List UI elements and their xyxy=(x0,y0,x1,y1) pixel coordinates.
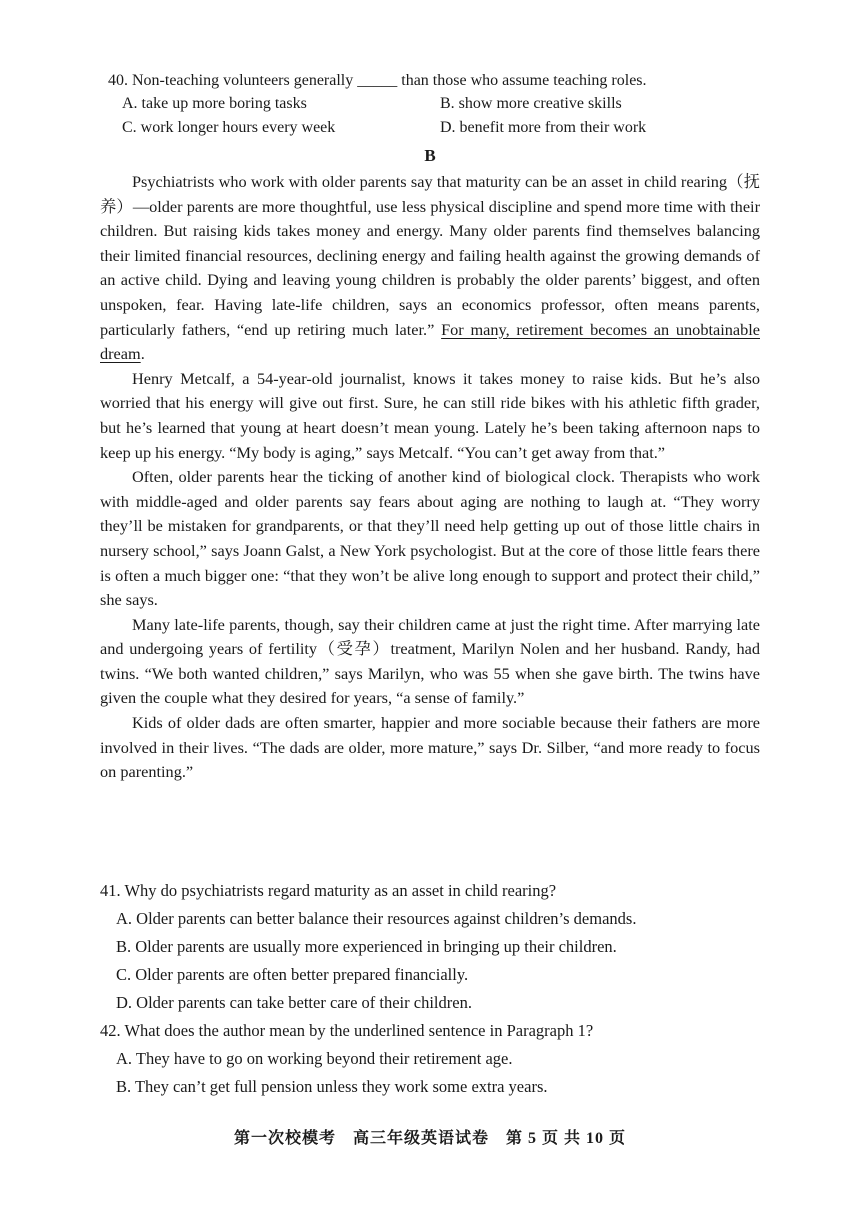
footer-page-number: 第 5 页 共 10 页 xyxy=(506,1130,627,1147)
question-40-option-b: B. show more creative skills xyxy=(440,95,622,112)
question-40-stem: 40. Non-teaching volunteers generally _____ than those who assume teaching roles. xyxy=(108,72,647,89)
footer-exam-name: 第一次校模考 xyxy=(233,1130,336,1147)
paragraph-3: Often, older parents hear the ticking of another kind of biological clock. Therapists who work with middle-aged and older parents say fears about aging are nothing to laugh at. “They worry they’ll be mistaken for grandparents, or that they’ll need help getting up out of those little chairs in nursery school,” says Joann Galst, a New York psychologist. But at the core of those little fears there is often a much bigger one: “that they won’t be alive long enough to support and protect their child,” she says. xyxy=(100,467,760,610)
reading-passage-b xyxy=(100,170,760,785)
paragraph-1-end: . xyxy=(140,344,145,364)
paragraph-1 xyxy=(100,170,760,367)
paragraph-5: Kids of older dads are often smarter, happier and more sociable because their fathers are more involved in their lives. “The dads are older, more mature,” says Dr. Silber, “and more ready to focus on parenting.” xyxy=(100,713,760,782)
section-b-heading: B xyxy=(424,146,436,165)
paragraph-4: Many late-life parents, though, say their children came at just the right time. After marrying late and undergoing years of fertility（受孕）treatment, Marilyn Nolen and her husband. Randy, had twins. “We both wanted children,” says Marilyn, who was 55 when she gave birth. The twins have given the couple what they desired for years, “a sense of family.” xyxy=(100,614,760,708)
question-42-option-b: B. They can’t get full pension unless they work some extra years. xyxy=(116,1077,548,1096)
question-41-option-d: D. Older parents can take better care of their children. xyxy=(116,993,472,1012)
question-40-option-c: C. work longer hours every week xyxy=(122,119,336,136)
question-41-stem: 41. Why do psychiatrists regard maturity as an asset in child rearing? xyxy=(100,881,557,900)
question-42-stem: 42. What does the author mean by the underlined sentence in Paragraph 1? xyxy=(100,1021,594,1040)
underlined-sentence: For many, retirement becomes an unobtainable dream xyxy=(100,319,760,364)
question-41-option-c: C. Older parents are often better prepared financially. xyxy=(116,965,469,984)
footer-paper-name: 高三年级英语试卷 xyxy=(352,1130,489,1147)
paragraph-2: Henry Metcalf, a 54-year-old journalist, knows it takes money to raise kids. But he’s also worried that his energy will give out first. Sure, he can still ride bikes with his athletic fifth grader, but he’s learned that young at heart doesn’t mean young. Lately he’s been taking afternoon naps to keep up his energy. “My body is aging,” says Metcalf. “You can’t get away from that.” xyxy=(100,368,760,462)
question-40-option-a: A. take up more boring tasks xyxy=(122,95,307,112)
page-footer xyxy=(0,1125,860,1148)
question-40 xyxy=(108,70,768,140)
question-42-option-a: A. They have to go on working beyond their retirement age. xyxy=(116,1049,513,1068)
question-41-option-a: A. Older parents can better balance their resources against children’s demands. xyxy=(116,909,637,928)
paragraph-1-text: Psychiatrists who work with older parents say that maturity can be an asset in child rearing（抚养）—older parents are more thoughtful, use less physical discipline and spend more time with their children. But raising kids takes money and energy. Many older parents find themselves balancing their limited financial resources, declining energy and failing health against the growing demands of an active child. Dying and leaving young children is probably the older parents’ biggest, and often unspoken, fear. Having late-life children, says an economics professor, often means parents, particularly fathers, “end up retiring much later.” xyxy=(100,172,760,339)
questions-41-42 xyxy=(100,877,760,1101)
question-40-options xyxy=(108,92,768,140)
question-41-option-b: B. Older parents are usually more experienced in bringing up their children. xyxy=(116,937,617,956)
question-40-option-d: D. benefit more from their work xyxy=(440,119,647,136)
